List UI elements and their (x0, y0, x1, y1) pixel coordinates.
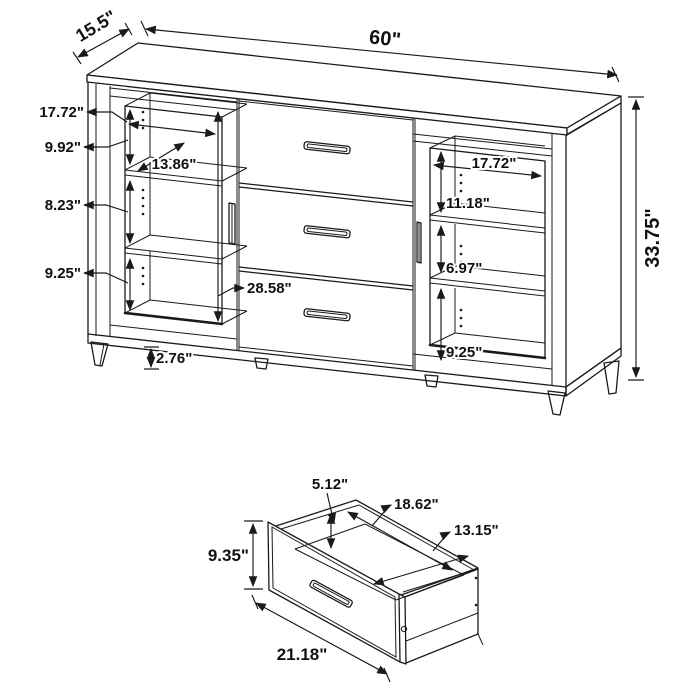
dim-label-leg-height: 2.76" (156, 350, 193, 367)
drawer-handle-1 (304, 142, 351, 155)
left-door-opening (125, 106, 222, 324)
dim-label-drawer-front-height: 9.35" (207, 546, 249, 565)
leader-left-middle-gap (84, 205, 128, 212)
center-left-foot (255, 358, 268, 369)
dim-label-height: 33.75" (642, 208, 664, 268)
dim-label-drawer-inner-depth: 13.15" (454, 522, 499, 539)
dim-label-opening-height: 28.58" (247, 280, 292, 297)
right-door-top-rail (413, 134, 552, 156)
left-door-bottom-rail (110, 325, 237, 339)
drawer-divisions (239, 183, 413, 290)
drawer-handle-2 (304, 226, 351, 239)
drawer-right-side (405, 569, 478, 663)
dim-label-right-middle-gap: 6.97" (446, 260, 483, 277)
dim-label-right-top-gap: 11.18" (446, 195, 490, 212)
left-interior-ceiling (125, 93, 247, 157)
vertical-dividers (237, 99, 552, 386)
dim-arrow-left-opening-width (129, 124, 215, 134)
cabinet-base-right (566, 348, 621, 396)
dim-label-overall-width: 60" (368, 26, 402, 52)
leader-left-top-gap (84, 140, 128, 147)
front-left-leg (91, 342, 108, 366)
leader-drawer-inner-width (372, 505, 391, 526)
screw-dot-1 (475, 577, 478, 580)
right-interior-floor (430, 288, 545, 345)
dim-label-shelf-depth: 13.86" (151, 156, 197, 173)
left-door-bottom-glass-line (125, 313, 222, 324)
dim-label-left-opening-width: 17.72" (39, 104, 84, 121)
leader-left-bottom-gap (84, 273, 128, 283)
dim-label-left-top-gap: 9.92" (44, 139, 81, 156)
dim-label-drawer-inner-width: 18.62" (394, 496, 439, 513)
drawer-line-art (268, 500, 483, 664)
dim-label-left-middle-gap: 8.23" (44, 197, 81, 214)
dim-label-right-opening-width: 17.72" (471, 155, 517, 172)
dim-label-right-bottom-gap: 9.25" (446, 344, 483, 361)
screw-dot-2 (475, 604, 478, 607)
dim-label-drawer-inner-height: 5.12" (311, 476, 349, 493)
leader-left-opening-width (87, 112, 127, 122)
left-shelf-pin-holes (142, 111, 145, 286)
drawer-bank (239, 101, 413, 366)
dim-arrow-drawer-inner-width (348, 512, 452, 570)
dim-label-depth: 15.5" (72, 6, 120, 46)
left-side-panel (96, 84, 110, 337)
dim-label-drawer-front-width: 21.18" (276, 645, 328, 664)
right-door-opening (430, 148, 545, 358)
cabinet-right-side (566, 103, 621, 387)
drawer-handle-3 (304, 309, 351, 322)
drawer-right-side-inner (406, 613, 483, 645)
dim-label-left-bottom-gap: 9.25" (44, 265, 81, 282)
